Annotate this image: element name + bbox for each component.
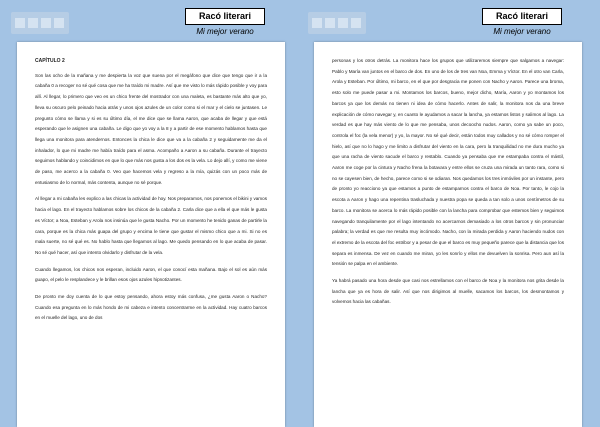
left-page-header (17, 8, 285, 40)
paragraph: Cuando llegamos, los chicos nos esperan, incluido Aaron, el que conocí esta mañana. Bajo el sol es aún más guapo, el pelo le resplandece y le brillan esos ojos azules hipnotizantes. (35, 266, 267, 283)
right-page-content (332, 56, 564, 314)
paragraph: Son las ocho de la mañana y me despierta la voz que suena por el megáfono que dice que tengo que ir a la cabaña 0 a recoger no sé qué cosa que me ha traído mi madre. Así que me visto lo más rápido posible y voy para allí. Al llegar, lo primero que veo es un chico frente del mostrador con una maleta, es bastante más alto que yo, lleva su oscuro pelo peinado hacia atrás y unos ojos azules de un color como si el mar y el cielo se juntasen. Le pregunto cómo se llama y si es su último día, el me dice que se llama Aaron, que acaba de llegar y que está esperando que le asignen una cabaña. Le digo que yo voy a la 8 y a partir de ese momento hablamos hasta que llega una monitora para atendernos. Entonces la chica le dice que va a la cabaña 2 y seguidamente me da el inhalador, lo que mi madre me había traído para el asma. Acompaño a Aaron a su cabaña. Durante el trayecto seguimos hablando y coincidimos en que lo que más nos gusta a los dos es la vela. Lo dejo allí, y como me viene de paso, me acerco a la cabaña 0. Veo que hacemos vela y regreso a la mía, quizás con un poco más de entusiasmo de lo normal, más contenta, aunque no sé porque. (35, 72, 267, 185)
logo-icon (308, 12, 366, 34)
logo-icon (11, 12, 69, 34)
right-page (314, 42, 582, 427)
paragraph: personas y los otros detrás. La monitora hace los grupos que utilizaremos siempre que salgamos a navegar: Pablo y María van juntos en el barco de dos. En uno de los de tres van Noa, Emma y Víctor. En el otro van Carla, Arola y Esteban. Por último, mi barco, en el que por desgracia me ponen con Nacho y Aaron. Parece una broma, esto solo me puede pasar a mi. Montamos los barcos, bueno, mejor dicho, María, Aaron y yo montamos los barcos ya que los demás no tienen ni idea de cómo hacerlo. Antes de salir, la monitora nos da una breve explicación de cómo navegar y, en cuanto le ayudamos a sacar la lancha, ya estamos listos y salimos al lago. La verdad es que hay más viento de lo que me pensaba, unos decoocho nudos. Aaron, como ya sabe un poco, controla el foc (la vela menor) y yo, la mayor. No sé qué decir, están todos muy callados y no sé cómo romper el hielo, así que no lo hago y me limito a disfrutar del viento en la cara, pero la tranquilidad no me dura mucho ya que una racha de viento sacude el barco y restablo. Cuando ya pensaba que me estampaba contra el mástil, Aaron me coge por la cintura y Nacho frena la botavara y entre ellos se cruza una mirada un tanto rara, como si no se cayesen bien, de hecho, parece como si se odiaran. Nos quedamos los tres inmóviles por un instante, pero de pronto yo reacciono ya que estamos a punto de estamparnos contra el barco de Noa. Por tanto, le cojo la escota a Aaron y hago una repentina trasluchada y nuestra popa se queda a tan solo a unos centímetros de su barco. La monitora se acerca lo más rápido posible con la lancha para comprobar que estemos bien y seguimos navegando tranquilamente por el lago intentando no acercarnos demasiado a los otros barcos y sin pronunciar palabra; la verdad es que me resulta muy incómodo. Nacho, con la mirada perdida y Aaron haciendo nudos con el extremo de la escota del foc estribor y a pesar de que el barco es muy pequeño parece que la distancia que los separa es inmensa. De vez en cuando me miran, yo les sonrío y ellos me devuelven la sonrisa. Pero aun así la tensión se palpa en el ambiente. (332, 58, 564, 267)
book-title: Mi mejor verano (196, 27, 254, 36)
paragraph: De pronto me doy cuenta de lo que estoy pensando, ahora estoy más confusa, ¿me gusta Aaron o Nacho? Cuando esa pregunta en lo más hondo de mi cabeza e intento concentrarme en la actividad. Hay cuatro barcos en el muelle del lago, uno de dos (35, 294, 267, 321)
left-page (17, 42, 285, 427)
chapter-heading: CAPÍTULO 2 (35, 58, 65, 64)
section-badge: Racó literari (482, 8, 562, 25)
left-page-content (35, 56, 267, 330)
book-title: Mi mejor verano (493, 27, 551, 36)
right-page-header (314, 8, 582, 40)
paragraph: Al llegar a mi cabaña les explico a las chicas la actividad de hoy. Nos preparamos, nos ponemos el bikini y vamos hacia el lago. En el trayecto hablamos sobre los chicos de la cabaña 2. Carla dice que a ella el que más le gusta es Víctor; a Noa, Esteban y Arola nos insinúa que le gusta Nacho. Por un momento he tenido ganas de partirle la cara, porque es la chica más guapa del grupo y encima le tiene que gustar el mismo chico que a mi. Si no es mala suerte, no sé qué es. No hablo hasta que llegamos al lago. Me quedo pensando en lo que acaba de pasar. No sé qué hacer, así que intento olvidarlo y disfrutar de la vela. (35, 196, 267, 255)
paragraph: Ya habrá pasado una hora desde que casi nos estrellamos con el barco de Noa y la monitora nos grita desde la lancha que ya es hora de salir. Así que nos dirigimos al muelle, sacamos los barcos, los desmontamos y volvemos hacia las cabañas. (332, 278, 564, 305)
section-badge: Racó literari (185, 8, 265, 25)
